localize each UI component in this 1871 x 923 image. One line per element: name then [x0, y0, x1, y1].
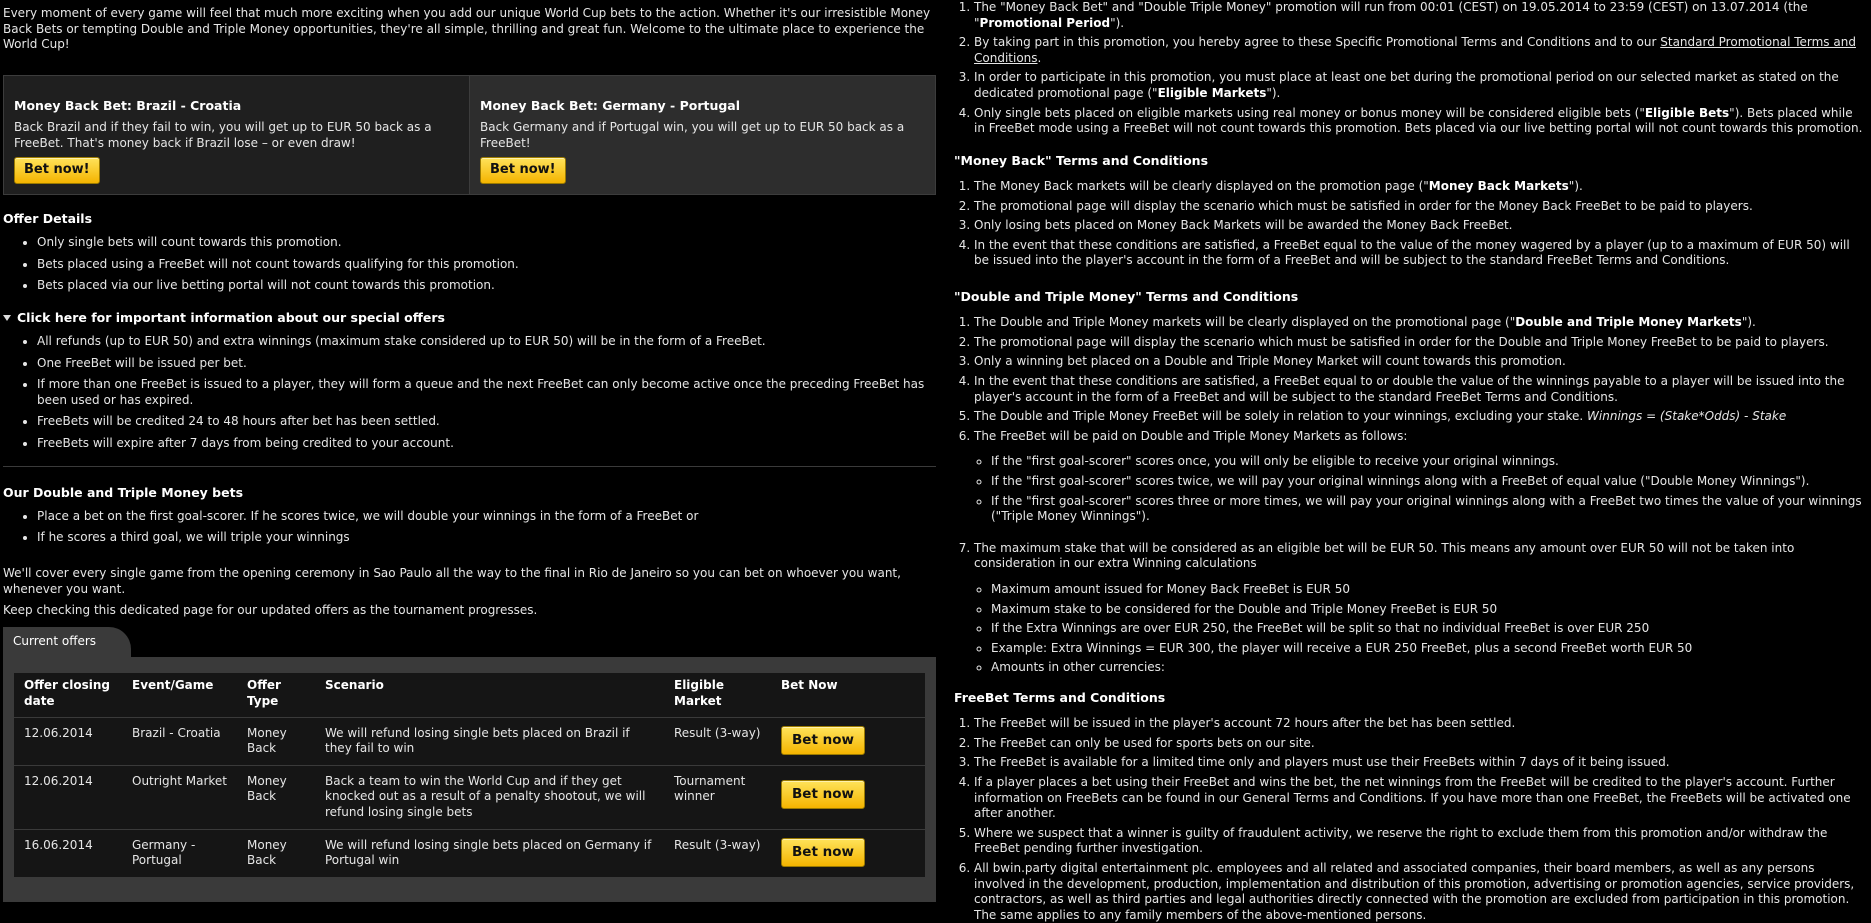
list-item: 6. All bwin.party digital entertainment plc. employees and all related and associated companies, their board members, as well as any persons involved in the development, production, implementation and distribution of this promotion, advertising or promotion agencies, service providers, contractors, as well as third parties and legal authorities directly connected with the promotion are excluded from participation in this promotion. The same applies to any family members of the above-mentioned persons. — [974, 861, 1863, 923]
list-item — [974, 70, 1863, 101]
term-text: "). — [1741, 315, 1756, 330]
term-text: The maximum stake that will be considered as an eligible bet will be EUR 50. This means any amount over EUR 50 will not be taken into consideration in our extra Winning calculations — [974, 540, 1795, 571]
promo-text: Back Germany and if Portugal win, you will get up to EUR 50 back as a FreeBet! — [480, 120, 905, 150]
offer-type: Money Back — [237, 717, 315, 765]
intro-text: Every moment of every game will feel that much more exciting when you add our unique World Cup bets to the action. Whether it's our irresistible Money Back Bets or tempting Double and Triple Money opportunities, they're all simple, thrilling and great fun. Welcome to the ultimate place to experience the World Cup! — [3, 6, 931, 52]
list-item: 2. The FreeBet can only be used for sports bets on our site. — [974, 736, 1863, 752]
offer-type: Money Back — [237, 765, 315, 829]
offer-date: 16.06.2014 — [24, 837, 93, 852]
offer-bet-cell — [771, 717, 925, 765]
term-bold: Double and Triple Money Markets — [1515, 315, 1742, 330]
term-text: "). Bets placed while in FreeBet mode using a FreeBet will not count towards this promotion. Bets placed via our live betting portal will not count towards this promotion. — [974, 105, 1863, 136]
double-triple-list — [3, 509, 936, 546]
term-text: The Money Back markets will be clearly displayed on the promotion page (" — [974, 179, 1429, 193]
term-text: Only single bets placed on eligible markets using real money or bonus money will be considered eligible bets (" — [974, 105, 1645, 120]
offer-date: 12.06.2014 — [14, 717, 122, 765]
tab-current-offers[interactable]: Current offers — [3, 627, 131, 658]
list-item: ◦ If the Extra Winnings are over EUR 250, the FreeBet will be split so that no individual FreeBet is over EUR 250 — [991, 621, 1863, 637]
column-header: Offer Type — [237, 673, 315, 717]
money-back-heading: "Money Back" Terms and Conditions — [954, 152, 1209, 168]
table-row — [14, 717, 925, 765]
coverage-text: We'll cover every single game from the opening ceremony in Sao Paulo all the way to the final in Rio de Janeiro so you can bet on whoever you want, whenever you want. — [3, 566, 901, 596]
bet-now-button[interactable]: Bet now — [781, 780, 865, 810]
offer-market: Tournament winner — [664, 765, 771, 829]
term-text: By taking part in this promotion, you hereby agree to these Specific Promotional Terms and Conditions and to our — [974, 35, 1661, 50]
promo-row — [3, 75, 936, 195]
double-triple-terms-heading: "Double and Triple Money" Terms and Conditions — [954, 288, 1299, 304]
list-item: 2. The promotional page will display the scenario which must be satisfied in order for the Double and Triple Money FreeBet to be paid to players. — [974, 335, 1863, 351]
promo-brazil-croatia — [4, 76, 469, 194]
offer-scenario: We will refund losing single bets placed on Germany if Portugal win — [325, 837, 652, 868]
list-item: • If more than one FreeBet is issued to a player, they will form a queue and the next FreeBet can only become active once the preceding FreeBet has been used or has expired. — [37, 377, 936, 408]
list-item: 3. Only a winning bet placed on a Double and Triple Money Market will count towards this promotion. — [974, 354, 1863, 370]
offer-bet-cell — [771, 765, 925, 829]
offer-bet-cell — [771, 829, 925, 877]
promo-text: Back Brazil and if they fail to win, you will get up to EUR 50 back as a FreeBet. That's money back if Brazil lose – or even draw! — [14, 120, 432, 150]
list-item: 3. Only losing bets placed on Money Back Markets will be awarded the Money Back FreeBet. — [974, 218, 1863, 234]
list-item — [974, 315, 1863, 331]
money-back-list — [954, 179, 1863, 269]
list-item — [974, 106, 1863, 137]
list-item: • Bets placed via our live betting portal will not count towards this promotion. — [37, 278, 936, 294]
promo-title: Money Back Bet: Brazil - Croatia — [14, 97, 242, 113]
special-offers-toggle[interactable] — [3, 310, 936, 326]
promo-germany-portugal — [469, 76, 935, 194]
offer-date: 12.06.2014 — [14, 765, 122, 829]
list-item: • Only single bets will count towards this promotion. — [37, 235, 936, 251]
offer-scenario: We will refund losing single bets placed on Brazil if they fail to win — [315, 717, 664, 765]
offer-type: Money Back — [247, 837, 287, 868]
terms-column — [940, 0, 1871, 922]
term-text: In order to participate in this promotion, you must place at least one bet during the promotional period on our selected market as stated on the dedicated promotional page (" — [974, 70, 1839, 100]
list-item: • FreeBets will be credited 24 to 48 hours after bet has been settled. — [37, 414, 936, 430]
offer-event: Germany - Portugal — [132, 837, 196, 868]
term-text: "). — [1110, 15, 1125, 30]
term-bold: Eligible Markets — [1157, 85, 1267, 100]
list-item: 2. The promotional page will display the scenario which must be satisfied in order for the Money Back FreeBet to be paid to players. — [974, 199, 1863, 215]
offer-event: Brazil - Croatia — [122, 717, 237, 765]
term-text: "). — [1266, 85, 1281, 100]
table-row — [14, 765, 925, 829]
special-offers-list — [3, 334, 936, 452]
list-item: 4. In the event that these conditions are satisfied, a FreeBet equal to or double the value of the winnings payable to a player will be issued into the player's account in the form of a FreeBet and will be subject to the standard FreeBet Terms and Conditions. — [974, 374, 1863, 405]
list-item — [974, 409, 1863, 425]
list-item: • Bets placed using a FreeBet will not count towards qualifying for this promotion. — [37, 257, 936, 273]
standard-terms-link[interactable]: Standard Promotional Terms and Conditions — [974, 35, 1856, 65]
list-item: ◦ Example: Extra Winnings = EUR 300, the player will receive a EUR 250 FreeBet, plus a second FreeBet worth EUR 50 — [991, 641, 1863, 657]
offers-table — [14, 673, 925, 876]
offer-market: Result (3-way) — [674, 837, 761, 852]
list-item: 5. Where we suspect that a winner is guilty of fraudulent activity, we reserve the right to exclude them from this promotion and/or withdraw the FreeBet pending further investigation. — [974, 826, 1863, 857]
list-item — [974, 429, 1863, 525]
list-item — [974, 0, 1863, 31]
keep-checking-text: Keep checking this dedicated page for our updated offers as the tournament progresses. — [3, 603, 538, 618]
offers-tabs — [3, 627, 936, 658]
list-item: • FreeBets will expire after 7 days from being credited to your account. — [37, 436, 936, 452]
offer-details-heading: Offer Details — [3, 210, 93, 226]
list-item: ◦ Amounts in other currencies: — [991, 660, 1863, 676]
offers-panel — [3, 657, 936, 901]
table-header-row — [14, 673, 925, 717]
list-item — [974, 179, 1863, 195]
term-text: The Double and Triple Money markets will be clearly displayed on the promotional page (" — [974, 315, 1516, 330]
offer-market: Result (3-way) — [664, 717, 771, 765]
list-item: • If he scores a third goal, we will triple your winnings — [37, 530, 936, 546]
offer-scenario: Back a team to win the World Cup and if they get knocked out as a result of a penalty shootout, we will refund losing single bets — [315, 765, 664, 829]
term-text: The "Money Back Bet" and "Double Triple Money" promotion will run from 00:01 (CEST) on 19.05.2014 to 23:59 (CEST) on 13.07.2014 (the " — [974, 0, 1808, 30]
offer-event: Outright Market — [122, 765, 237, 829]
bet-now-button[interactable]: Bet now — [781, 726, 865, 756]
list-item: • Place a bet on the first goal-scorer. If he scores twice, we will double your winnings in the form of a FreeBet or — [37, 509, 936, 525]
freebet-terms-list — [954, 716, 1863, 923]
double-triple-terms-list — [954, 315, 1863, 676]
term-text: The Double and Triple Money FreeBet will be solely in relation to your winnings, excluding your stake. — [974, 409, 1588, 424]
column-header: Event/Game — [122, 673, 237, 717]
offer-details-list — [3, 235, 936, 294]
term-bold: Eligible Bets — [1644, 105, 1730, 120]
sub-list — [974, 582, 1863, 676]
term-text: The FreeBet will be paid on Double and Triple Money Markets as follows: — [974, 428, 1408, 443]
list-item: 1. The FreeBet will be issued in the player's account 72 hours after the bet has been settled. — [974, 716, 1863, 732]
general-terms-list — [954, 0, 1863, 137]
column-header: Eligible Market — [664, 673, 771, 717]
list-item: ◦ If the "first goal-scorer" scores twice, we will pay your original winnings along with a FreeBet of equal value ("Double Money Winnings"). — [991, 474, 1863, 490]
list-item: ◦ Maximum stake to be considered for the Double and Triple Money FreeBet is EUR 50 — [991, 602, 1863, 618]
bet-now-button[interactable]: Bet now! — [14, 157, 100, 184]
left-column — [0, 0, 940, 872]
list-item: ◦ If the "first goal-scorer" scores once, you will only be eligible to receive your original winnings. — [991, 454, 1863, 470]
list-item: 4. In the event that these conditions are satisfied, a FreeBet equal to the value of the money wagered by a player (up to a maximum of EUR 50) will be issued into the player's account in the form of a FreeBet and will be subject to the standard FreeBet Terms and Conditions. — [974, 238, 1863, 269]
table-row — [14, 829, 925, 877]
caret-down-icon — [3, 315, 11, 321]
list-item: ◦ If the "first goal-scorer" scores three or more times, we will pay your original winnings along with a FreeBet two times the value of your winnings ("Triple Money Winnings"). — [991, 494, 1863, 525]
list-item: 3. The FreeBet is available for a limited time only and players must use their FreeBets within 7 days of it being issued. — [974, 755, 1863, 771]
term-text: "). — [1568, 179, 1583, 193]
list-item: • One FreeBet will be issued per bet. — [37, 356, 936, 372]
special-offers-toggle-label: Click here for important information about our special offers — [17, 309, 445, 325]
bet-now-button[interactable]: Bet now — [781, 838, 865, 868]
term-bold: Money Back Markets — [1428, 179, 1569, 193]
double-triple-heading: Our Double and Triple Money bets — [3, 484, 244, 500]
list-item: • All refunds (up to EUR 50) and extra winnings (maximum stake considered up to EUR 50) will be in the form of a FreeBet. — [37, 334, 936, 350]
list-item: ◦ Maximum amount issued for Money Back FreeBet is EUR 50 — [991, 582, 1863, 598]
sub-list — [974, 454, 1863, 524]
term-bold: Promotional Period — [979, 15, 1111, 30]
term-text: . — [1037, 50, 1042, 65]
list-item: 4. If a player places a bet using their FreeBet and wins the bet, the net winnings from the FreeBet will be credited to the player's account. Further information on FreeBets can be found in our General Terms and Conditions. If you have more than one FreeBet, the FreeBets will be activated one after another. — [974, 775, 1863, 822]
formula-text: Winnings = (Stake*Odds) - Stake — [1587, 409, 1787, 424]
column-header: Offer closing date — [14, 673, 122, 717]
list-item — [974, 541, 1863, 676]
bet-now-button[interactable]: Bet now! — [480, 157, 566, 184]
promo-title: Money Back Bet: Germany - Portugal — [480, 97, 741, 113]
column-header: Scenario — [315, 673, 664, 717]
divider — [3, 466, 936, 467]
list-item — [974, 35, 1863, 66]
freebet-terms-heading: FreeBet Terms and Conditions — [954, 689, 1166, 705]
column-header: Bet Now — [771, 673, 925, 717]
